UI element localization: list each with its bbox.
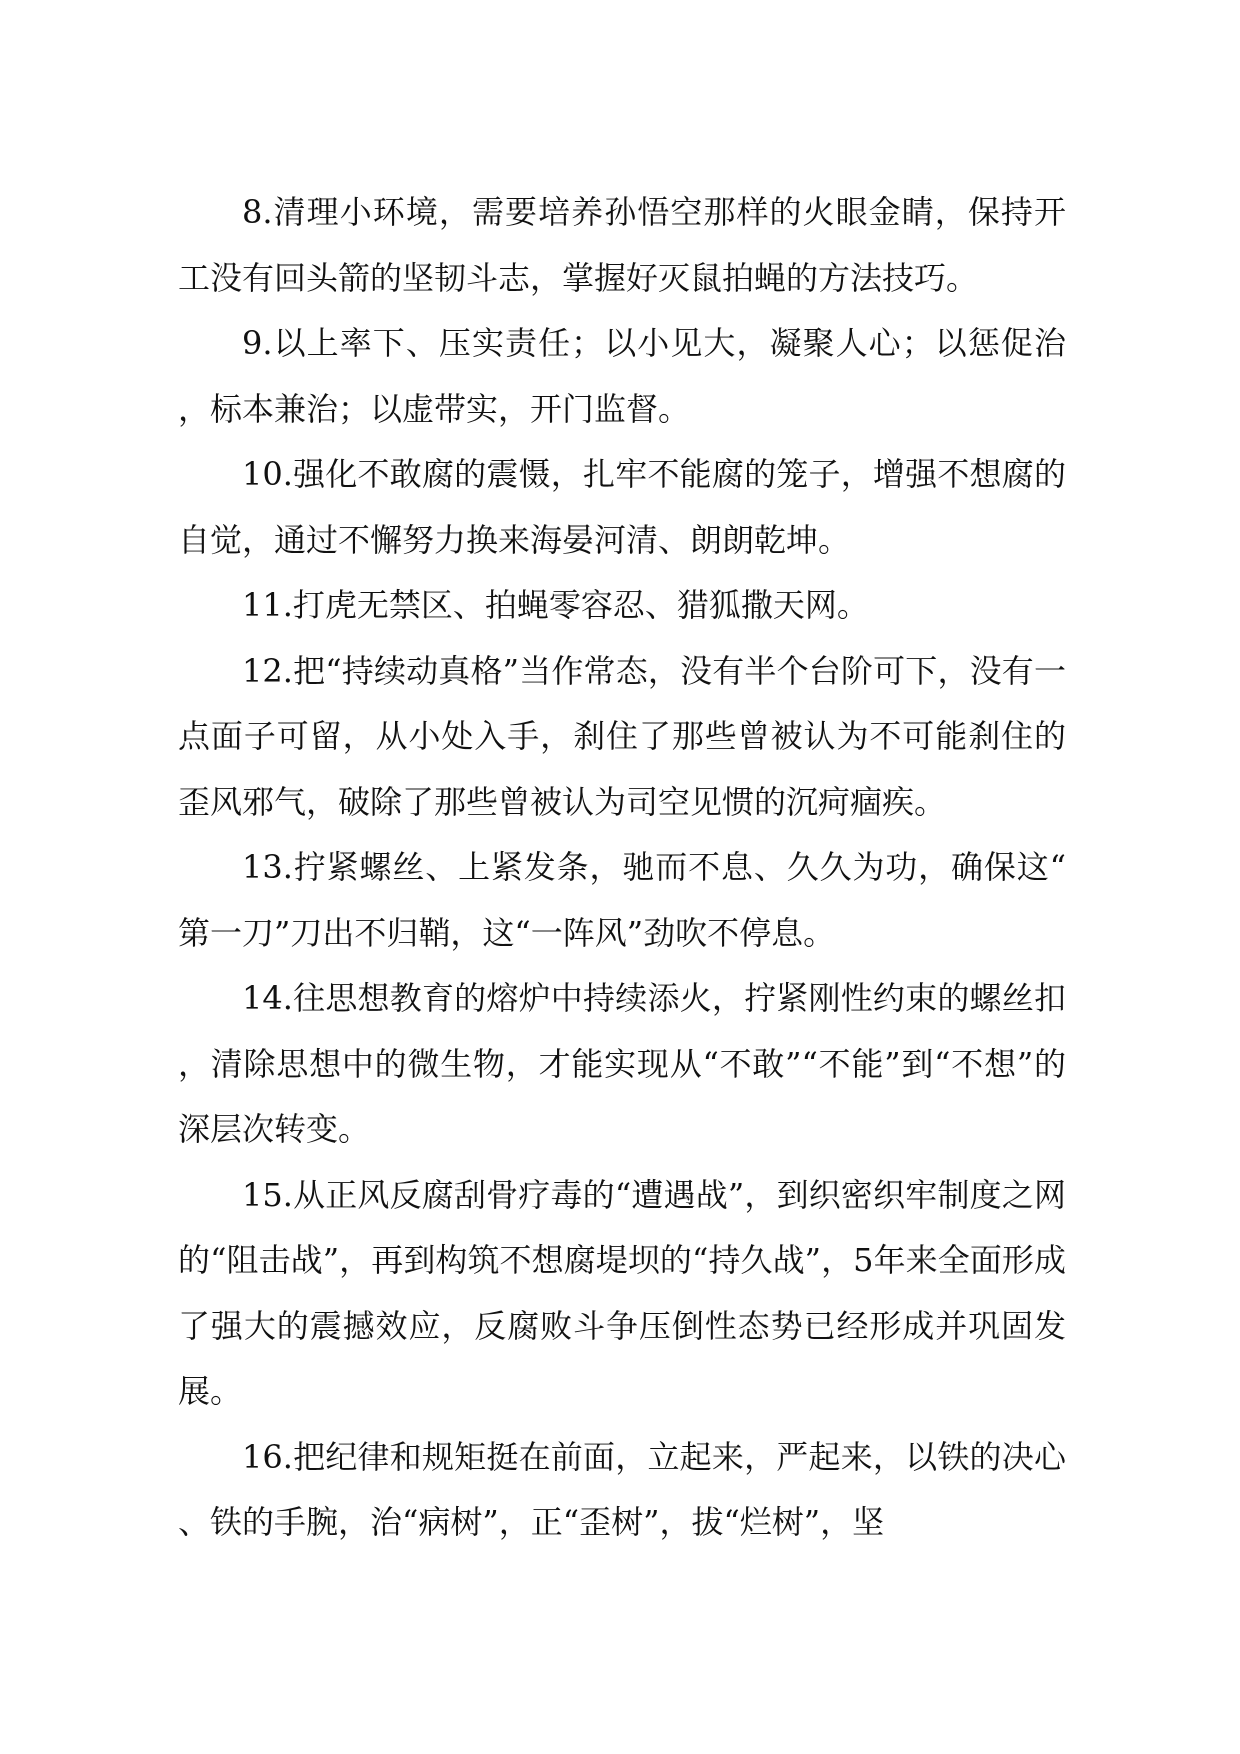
paragraph-13: 13.拧紧螺丝、上紧发条，驰而不息、久久为功，确保这“第一刀”刀出不归鞘，这“一阵风”劲吹不停息。	[178, 848, 1066, 952]
paragraph-16: 16.把纪律和规矩挺在前面，立起来，严起来，以铁的决心、铁的手腕，治“病树”，正“歪树”，拔“烂树”，坚	[178, 1437, 1066, 1541]
paragraph-9: 9.以上率下、压实责任；以小见大，凝聚人心；以惩促治，标本兼治；以虚带实，开门监督。	[178, 324, 1066, 428]
paragraph-8: 8.清理小环境，需要培养孙悟空那样的火眼金睛，保持开工没有回头箭的坚韧斗志，掌握好灭鼠拍蝇的方法技巧。	[178, 193, 1066, 297]
paragraph-14: 14.往思想教育的熔炉中持续添火，拧紧刚性约束的螺丝扣，清除思想中的微生物，才能实现从“不敢”“不能”到“不想”的深层次转变。	[178, 979, 1066, 1148]
paragraph-15: 15.从正风反腐刮骨疗毒的“遭遇战”，到织密织牢制度之网的“阻击战”，再到构筑不想腐堤坝的“持久战”，5年来全面形成了强大的震撼效应，反腐败斗争压倒性态势已经形成并巩固发展。	[178, 1175, 1066, 1410]
paragraph-10: 10.强化不敢腐的震慑，扎牢不能腐的笼子，增强不想腐的自觉，通过不懈努力换来海晏河清、朗朗乾坤。	[178, 455, 1066, 559]
document-page	[178, 180, 1066, 1556]
paragraph-11: 11.打虎无禁区、拍蝇零容忍、猎狐撒天网。	[242, 586, 869, 624]
paragraph-12: 12.把“持续动真格”当作常态，没有半个台阶可下，没有一点面子可留，从小处入手，刹住了那些曾被认为不可能刹住的歪风邪气，破除了那些曾被认为司空见惯的沉疴痼疾。	[178, 651, 1066, 821]
